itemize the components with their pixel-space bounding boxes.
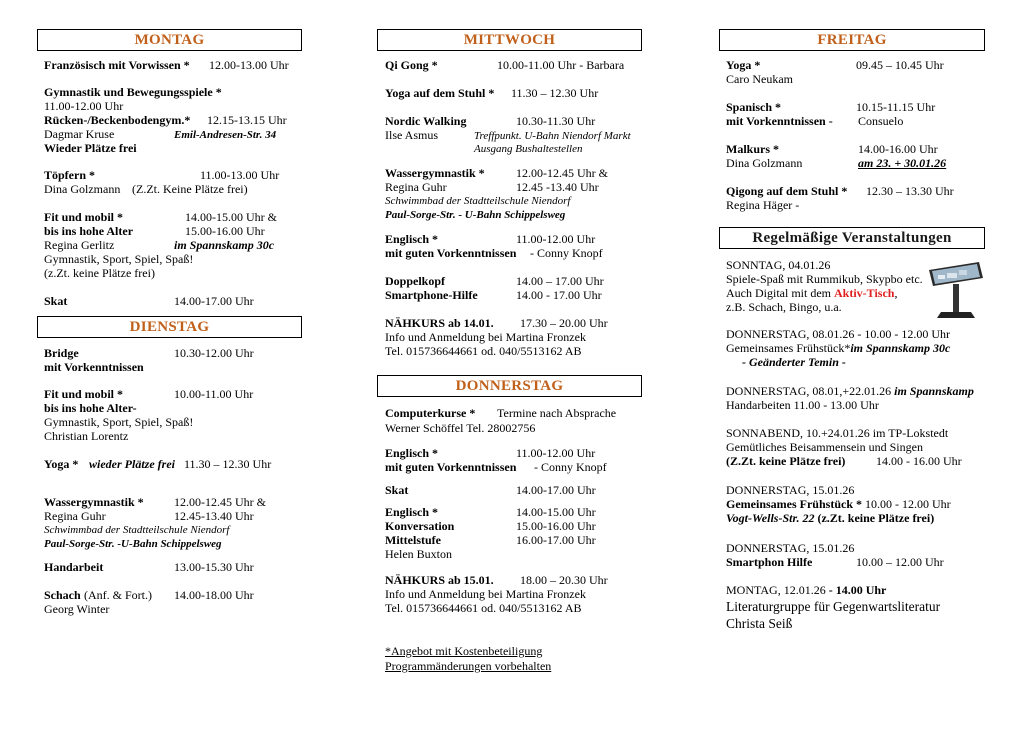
instructor: - Conny Knopf bbox=[530, 246, 603, 260]
event-desc: Auch Digital mit dem Aktiv-Tisch, bbox=[726, 286, 898, 300]
course-englisch: Englisch * bbox=[385, 232, 439, 246]
availability-note: (Z.Zt. Keine Plätze frei) bbox=[132, 182, 248, 196]
course-time: 13.00-15.30 Uhr bbox=[174, 560, 254, 574]
course-gymnastik: Gymnastik und Bewegungsspiele * bbox=[44, 85, 222, 99]
location: Schwimmbad der Stadtteilschule Niendorf bbox=[44, 524, 230, 536]
course-time: 14.00 – 17.00 Uhr bbox=[516, 274, 604, 288]
availability-note: Wieder Plätze frei bbox=[44, 141, 137, 155]
course-desc: Gymnastik, Sport, Spiel, Spaß! bbox=[44, 415, 194, 429]
course-subtitle: bis ins hohe Alter- bbox=[44, 401, 137, 415]
course-time: 10.00-11.00 Uhr - Barbara bbox=[497, 58, 625, 72]
event-time: 14.00 - 16.00 Uhr bbox=[876, 454, 962, 468]
event-desc: Spiele-Spaß mit Rummikub, Skypbo etc. bbox=[726, 272, 923, 286]
instructor: Christa Seiß bbox=[726, 616, 793, 631]
instructor: Regina Gerlitz bbox=[44, 238, 115, 252]
availability-note: wieder Plätze frei bbox=[89, 457, 175, 471]
instructor: Dina Golzmann bbox=[44, 182, 121, 196]
course-time: 14.00-17.00 Uhr bbox=[174, 294, 254, 308]
header-regelmaessige: Regelmäßige Veranstaltungen bbox=[719, 227, 985, 249]
phone-text: Tel. 015736644661 od. 040/5513162 AB bbox=[385, 344, 582, 358]
course-subtitle: mit guten Vorkenntnissen bbox=[385, 460, 517, 474]
meeting-point: Ausgang Bushaltestellen bbox=[474, 143, 583, 155]
event-desc: Smartphon Hilfe bbox=[726, 555, 813, 569]
course-yoga: Yoga * bbox=[726, 58, 761, 72]
footnote-changes: Programmänderungen vorbehalten bbox=[385, 659, 552, 673]
event-desc: Handarbeiten 11.00 - 13.00 Uhr bbox=[726, 398, 879, 412]
header-montag: MONTAG bbox=[37, 29, 302, 51]
course-time: 14.00-17.00 Uhr bbox=[516, 483, 596, 497]
course-subtitle: mit Vorkenntnissen bbox=[44, 360, 144, 374]
course-time: 12.00-13.00 Uhr bbox=[209, 58, 289, 72]
course-doppelkopf: Doppelkopf bbox=[385, 274, 446, 288]
event-date: SONNABEND, 10.+24.01.26 im TP-Lokstedt bbox=[726, 426, 949, 440]
location: Paul-Sorge-Str. -U-Bahn Schippelsweg bbox=[44, 538, 222, 550]
event-desc: Gemütliches Beisammensein und Singen bbox=[726, 440, 923, 454]
course-yoga: Yoga * bbox=[44, 457, 79, 471]
course-qigong-stuhl: Qigong auf dem Stuhl * bbox=[726, 184, 848, 198]
touch-table-icon bbox=[925, 260, 985, 322]
course-yoga-stuhl: Yoga auf dem Stuhl * bbox=[385, 86, 495, 100]
availability-note: (Z.Zt. keine Plätze frei) bbox=[726, 454, 846, 468]
course-time: 14.00-18.00 Uhr bbox=[174, 588, 254, 602]
instructor: Ilse Asmus bbox=[385, 128, 439, 142]
course-time: 16.00-17.00 Uhr bbox=[516, 533, 596, 547]
course-time: Termine nach Absprache bbox=[497, 406, 617, 420]
event-date: SONNTAG, 04.01.26 bbox=[726, 258, 831, 272]
course-dates: am 23. + 30.01.26 bbox=[858, 156, 947, 170]
course-naehkurs: NÄHKURS ab 14.01. bbox=[385, 316, 494, 330]
course-subtitle: (Anf. & Fort.) bbox=[84, 588, 152, 602]
course-schach: Schach bbox=[44, 588, 81, 602]
course-bridge: Bridge bbox=[44, 346, 79, 360]
event-location: Vogt-Wells-Str. 22 (z.Zt. keine Plätze frei) bbox=[726, 511, 935, 525]
header-dienstag: DIENSTAG bbox=[37, 316, 302, 338]
course-skat: Skat bbox=[385, 483, 409, 497]
course-fit-mobil: Fit und mobil * bbox=[44, 210, 124, 224]
course-time: 11.00-13.00 Uhr bbox=[200, 168, 280, 182]
course-subtitle: mit Vorkenntnissen - bbox=[726, 114, 833, 128]
header-mittwoch: MITTWOCH bbox=[377, 29, 642, 51]
course-time: 11.00-12.00 Uhr bbox=[516, 446, 596, 460]
course-desc: Gymnastik, Sport, Spiel, Spaß! bbox=[44, 252, 194, 266]
course-wassergymnastik: Wassergymnastik * bbox=[44, 495, 144, 509]
course-time: 14.00 - 17.00 Uhr bbox=[516, 288, 602, 302]
availability-note: (z.Zt. keine Plätze frei) bbox=[44, 266, 155, 280]
course-englisch: Englisch * bbox=[385, 446, 439, 460]
course-time: 15.00-16.00 Uhr bbox=[185, 224, 265, 238]
course-time: 14.00-16.00 Uhr bbox=[858, 142, 938, 156]
footnote-cost: *Angebot mit Kostenbeteiligung bbox=[385, 644, 543, 658]
course-time: 11.00-12.00 Uhr bbox=[44, 99, 124, 113]
meeting-point: Treffpunkt. U-Bahn Niendorf Markt bbox=[474, 130, 631, 142]
event-desc: z.B. Schach, Bingo, u.a. bbox=[726, 300, 842, 314]
event-desc: Gemeinsames Frühstück*im Spannskamp 30c bbox=[726, 341, 951, 355]
course-subtitle: bis ins hohe Alter bbox=[44, 224, 134, 238]
course-subtitle: Konversation bbox=[385, 519, 455, 533]
phone-text: Tel. 015736644661 od. 040/5513162 AB bbox=[385, 601, 582, 615]
aktiv-tisch-label: Aktiv-Tisch bbox=[833, 286, 895, 300]
course-smartphone: Smartphone-Hilfe bbox=[385, 288, 478, 302]
event-date: MONTAG, 12.01.26 - 14.00 Uhr bbox=[726, 583, 887, 597]
course-qigong: Qi Gong * bbox=[385, 58, 438, 72]
course-spanisch: Spanisch * bbox=[726, 100, 782, 114]
header-donnerstag: DONNERSTAG bbox=[377, 375, 642, 397]
instructor: Dina Golzmann bbox=[726, 156, 803, 170]
instructor: Regina Guhr bbox=[44, 509, 106, 523]
event-time: 10.00 – 12.00 Uhr bbox=[856, 555, 944, 569]
location: Emil-Andresen-Str. 34 bbox=[174, 129, 277, 141]
instructor: Georg Winter bbox=[44, 602, 110, 616]
course-fit-mobil: Fit und mobil * bbox=[44, 387, 124, 401]
location: Paul-Sorge-Str. - U-Bahn Schippelsweg bbox=[385, 209, 566, 221]
course-franzoesisch: Französisch mit Vorwissen * bbox=[44, 58, 190, 72]
event-desc: Gemeinsames Frühstück * 10.00 - 12.00 Uhr bbox=[726, 497, 951, 511]
event-desc: Literaturgruppe für Gegenwartsliteratur bbox=[726, 599, 941, 614]
course-time: 10.00-11.00 Uhr bbox=[174, 387, 254, 401]
event-date: DONNERSTAG, 08.01,+22.01.26 im Spannskamp bbox=[726, 384, 974, 398]
event-date: DONNERSTAG, 15.01.26 bbox=[726, 483, 855, 497]
instructor: Werner Schöffel Tel. 28002756 bbox=[385, 421, 536, 435]
course-ruecken: Rücken-/Beckenbodengym.* bbox=[44, 113, 191, 127]
course-wassergymnastik: Wassergymnastik * bbox=[385, 166, 485, 180]
course-toepfern: Töpfern * bbox=[44, 168, 95, 182]
course-time: 11.30 – 12.30 Uhr bbox=[511, 86, 599, 100]
course-time: 15.00-16.00 Uhr bbox=[516, 519, 596, 533]
course-skat: Skat bbox=[44, 294, 68, 308]
course-time: 14.00-15.00 Uhr & bbox=[185, 210, 277, 224]
event-date: DONNERSTAG, 15.01.26 bbox=[726, 541, 855, 555]
course-time: 11.30 – 12.30 Uhr bbox=[184, 457, 272, 471]
course-malkurs: Malkurs * bbox=[726, 142, 780, 156]
course-time: 12.15-13.15 Uhr bbox=[207, 113, 287, 127]
instructor: Helen Buxton bbox=[385, 547, 452, 561]
course-time: 10.15-11.15 Uhr bbox=[856, 100, 936, 114]
instructor: Dagmar Kruse bbox=[44, 127, 115, 141]
location: Schwimmbad der Stadtteilschule Niendorf bbox=[385, 195, 571, 207]
course-time: 09.45 – 10.45 Uhr bbox=[856, 58, 944, 72]
header-freitag: FREITAG bbox=[719, 29, 985, 51]
course-time: 10.30-12.00 Uhr bbox=[174, 346, 254, 360]
course-handarbeit: Handarbeit bbox=[44, 560, 104, 574]
course-englisch: Englisch * bbox=[385, 505, 439, 519]
instructor: Regina Guhr bbox=[385, 180, 447, 194]
course-subtitle: Mittelstufe bbox=[385, 533, 441, 547]
instructor: Regina Häger - bbox=[726, 198, 800, 212]
course-nordic-walking: Nordic Walking bbox=[385, 114, 467, 128]
event-date: DONNERSTAG, 08.01.26 - 10.00 - 12.00 Uhr bbox=[726, 327, 951, 341]
course-time: 10.30-11.30 Uhr bbox=[516, 114, 596, 128]
instructor: - Conny Knopf bbox=[534, 460, 607, 474]
course-time: 12.45-13.40 Uhr bbox=[174, 509, 254, 523]
course-time: 11.00-12.00 Uhr bbox=[516, 232, 596, 246]
course-subtitle: mit guten Vorkenntnissen bbox=[385, 246, 517, 260]
info-text: Info und Anmeldung bei Martina Fronzek bbox=[385, 330, 586, 344]
course-time: 12.45 -13.40 Uhr bbox=[516, 180, 599, 194]
instructor: Consuelo bbox=[858, 114, 904, 128]
course-computer: Computerkurse * bbox=[385, 406, 476, 420]
location: im Spannskamp 30c bbox=[174, 238, 275, 252]
course-time: 12.30 – 13.30 Uhr bbox=[866, 184, 954, 198]
course-time: 17.30 – 20.00 Uhr bbox=[520, 316, 608, 330]
course-time: 12.00-12.45 Uhr & bbox=[174, 495, 266, 509]
course-time: 18.00 – 20.30 Uhr bbox=[520, 573, 608, 587]
info-text: Info und Anmeldung bei Martina Fronzek bbox=[385, 587, 586, 601]
instructor: Caro Neukam bbox=[726, 72, 793, 86]
instructor: Christian Lorentz bbox=[44, 429, 129, 443]
course-time: 14.00-15.00 Uhr bbox=[516, 505, 596, 519]
course-naehkurs: NÄHKURS ab 15.01. bbox=[385, 573, 494, 587]
course-time: 12.00-12.45 Uhr & bbox=[516, 166, 608, 180]
event-note: - Geänderter Temin - bbox=[742, 355, 846, 369]
